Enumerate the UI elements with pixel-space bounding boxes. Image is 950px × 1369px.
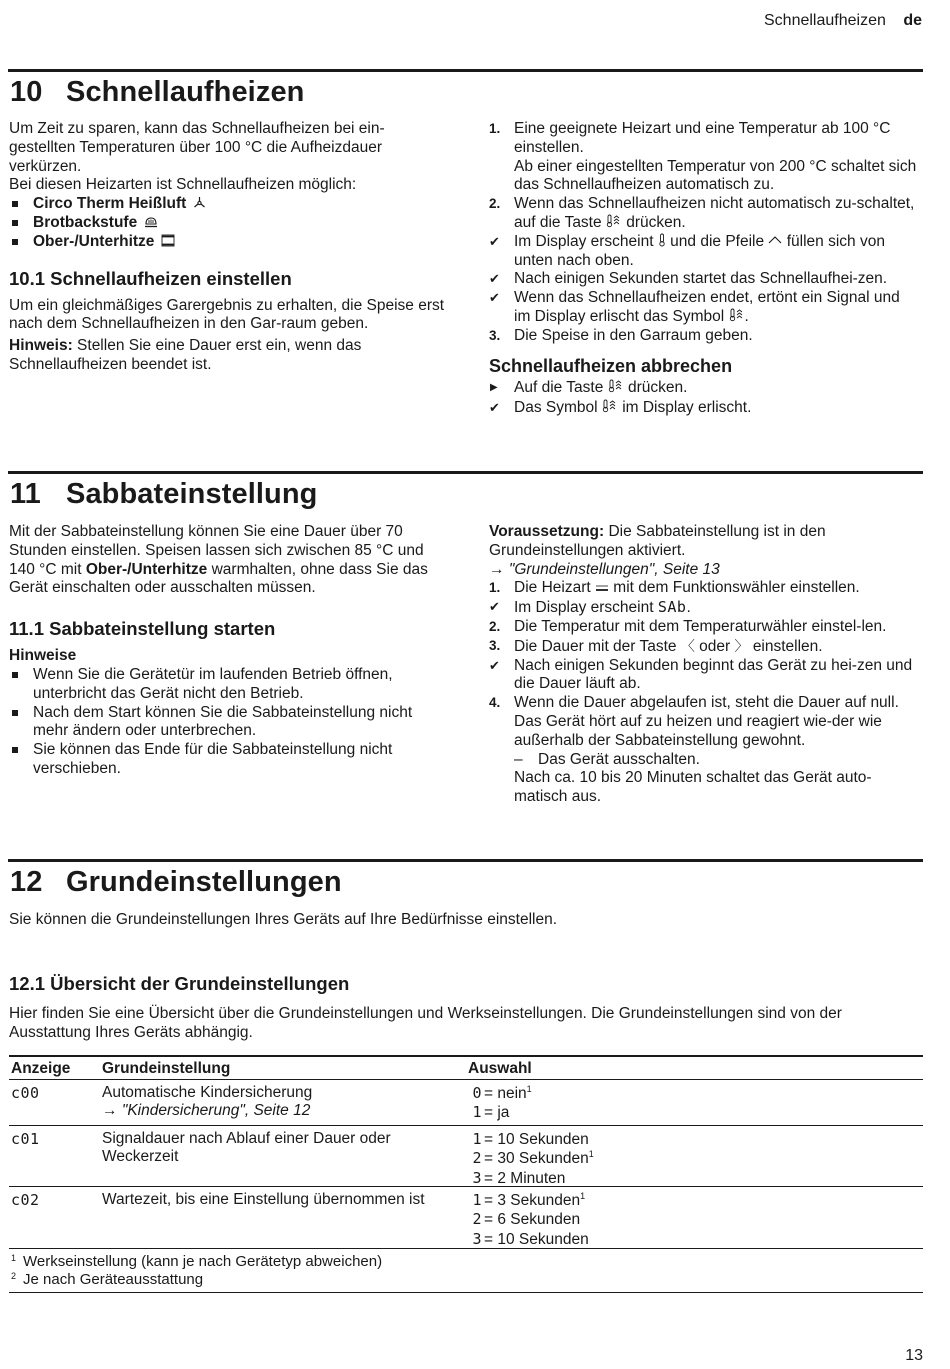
subsection-number: 10.1	[9, 267, 46, 289]
page-number: 13	[905, 1347, 923, 1364]
step-item	[489, 637, 919, 657]
chevron-left-icon: 〈	[680, 637, 695, 654]
setting-cell	[102, 1084, 452, 1122]
result-item	[489, 270, 919, 289]
subsection-number: 12.1	[9, 973, 46, 994]
step-text: Nach einigen Sekunden beginnt das Gerät zu hei-zen und die Dauer läuft ab.	[514, 656, 913, 693]
footnote-text: Werkseinstellung (kann je nach Gerätetyp abweichen)	[23, 1252, 383, 1270]
header-cell-selection: Auswahl	[468, 1059, 532, 1077]
sec11-right-column	[489, 523, 919, 807]
sec11-left-column	[9, 523, 449, 779]
step-number: 2.	[489, 196, 501, 212]
prereq-text: Die Sabbateinstellung ist in den Grundeinstellungen aktiviert.	[489, 523, 826, 559]
intro-bold: Ober-/Unterhitze	[85, 560, 208, 578]
footnote	[9, 1253, 923, 1271]
selection-option	[468, 1230, 589, 1250]
table-footnotes	[9, 1248, 923, 1293]
section-heading	[10, 75, 305, 109]
sub-step-text: Das Gerät ausschalten.	[538, 750, 700, 768]
step-text: Ab einer eingestellten Temperatur von 200 °C schaltet sich das Schnellaufheizen automatisch zu.	[514, 157, 917, 194]
subsection-heading	[9, 973, 349, 995]
paragraph	[9, 523, 449, 598]
rapid-heat-key-icon	[608, 379, 624, 393]
list-item	[9, 195, 449, 214]
result-item	[489, 289, 919, 327]
display-code: SAb	[657, 598, 687, 617]
display-code: c02	[11, 1190, 40, 1209]
option-text: = 2 Minuten	[484, 1170, 566, 1188]
step-text: Die Temperatur mit dem Temperaturwähler einstel-len.	[514, 617, 887, 635]
footnote-mark: 1	[526, 1083, 532, 1094]
setting-text: Wartezeit, bis eine Einstellung übernommen ist	[102, 1190, 425, 1208]
display-code: c00	[11, 1083, 40, 1102]
subsection-heading	[9, 268, 449, 290]
step-text: Wenn die Dauer abgelaufen ist, steht die Dauer auf null. Das Gerät hört auf zu heizen und reagiert wie-der wie außerhalb der Sabbateinstellung gewohnt.	[514, 694, 899, 749]
step-text: Nach ca. 10 bis 20 Minuten schaltet das Gerät auto-matisch aus.	[514, 769, 872, 806]
option-key: 2	[472, 1149, 482, 1168]
cross-reference[interactable]	[489, 561, 919, 580]
abort-heading: Schnellaufheizen abbrechen	[489, 355, 733, 376]
header-cell-display: Anzeige	[11, 1059, 71, 1077]
table-body	[9, 1080, 923, 1248]
selection-option	[468, 1084, 532, 1104]
cross-reference[interactable]	[102, 1102, 452, 1121]
table-row	[9, 1125, 923, 1186]
section-heading	[10, 865, 342, 899]
step-text: .	[686, 599, 691, 617]
list-item: Sie können das Ende für die Sabbateinstellung nicht verschieben.	[9, 741, 449, 779]
selection-cell	[468, 1130, 594, 1189]
reference-link[interactable]: "Kindersicherung", Seite 12	[121, 1102, 311, 1120]
section-rule	[8, 859, 923, 862]
selection-cell	[468, 1191, 589, 1250]
section-title: Grundeinstellungen	[66, 866, 342, 898]
subsection-heading	[9, 618, 449, 640]
footnote-mark: 1	[580, 1190, 586, 1201]
rapid-heat-symbol-icon	[729, 308, 745, 322]
option-text: = 6 Sekunden	[484, 1211, 581, 1229]
option-key: 3	[472, 1230, 482, 1249]
result-item	[489, 598, 919, 618]
header-cell-setting: Grundeinstellung	[102, 1059, 231, 1077]
step-item	[489, 694, 919, 807]
top-bottom-heat-icon	[595, 582, 609, 592]
paragraph: Sie können die Grundeinstellungen Ihres Geräts auf Ihre Bedürfnisse einstellen.	[9, 911, 558, 928]
section-rule	[8, 471, 923, 474]
step-text: einstellen.	[752, 637, 823, 655]
step-text: drücken.	[627, 378, 688, 396]
step-text: Eine geeignete Heizart und eine Temperatur ab 100 °C einstellen.	[514, 120, 891, 156]
setting-cell	[102, 1130, 452, 1168]
language-code: de	[903, 12, 922, 29]
result-item	[489, 399, 919, 418]
section-rule	[8, 69, 923, 72]
rapid-heat-symbol-icon	[602, 399, 618, 413]
dash-icon: –	[514, 750, 523, 768]
option-text: = 3 Sekunden	[484, 1191, 581, 1209]
step-number: 3.	[489, 637, 501, 653]
step-text: Das Symbol	[514, 399, 598, 417]
sec10-right-column	[489, 120, 919, 418]
prereq-label: Voraussetzung:	[489, 523, 605, 540]
section-heading	[10, 477, 317, 511]
sub-step	[514, 751, 919, 770]
setting-text: Automatische Kindersicherung	[102, 1083, 313, 1101]
paragraph: Um ein gleichmäßiges Garergebnis zu erhalten, die Speise erst nach dem Schnellaufheizen in den Gar-raum geben.	[9, 296, 445, 333]
intro-text: Mit der Sabbateinstellung können Sie eine Dauer über 70 Stunden einstellen. Speisen lassen sich zwischen 85 °C und 140 °C mit	[9, 523, 424, 578]
intro-text: warmhalten, ohne dass Sie das Gerät einschalten oder ausschalten müssen.	[9, 560, 428, 597]
table-row	[9, 1186, 923, 1248]
table-row	[9, 1080, 923, 1125]
footnote-text: Je nach Geräteausstattung	[23, 1270, 204, 1288]
subsection-title: Sabbateinstellung starten	[49, 618, 276, 640]
bread-baking-icon	[144, 215, 158, 228]
footnote-mark: 1	[588, 1149, 594, 1160]
reference-arrow-icon: →	[102, 1102, 122, 1120]
subsection-number: 11.1	[9, 618, 44, 640]
option-key: 0	[472, 1083, 482, 1102]
note-label: Hinweis:	[9, 337, 73, 355]
option-key: 3	[472, 1169, 482, 1188]
selection-option	[468, 1210, 589, 1230]
selection-option	[468, 1103, 532, 1123]
note-paragraph	[9, 337, 449, 375]
list-item	[9, 214, 449, 233]
step-number: 1.	[489, 121, 501, 136]
running-title: Schnellaufheizen	[764, 12, 886, 29]
step-text: im Display erlischt.	[622, 399, 752, 417]
selection-cell	[468, 1084, 532, 1124]
result-item	[489, 233, 919, 271]
check-icon: ✔	[489, 400, 500, 416]
subsection-title: Schnellaufheizen einstellen	[50, 267, 292, 289]
prerequisite	[489, 523, 919, 561]
table-header-row	[9, 1057, 923, 1080]
settings-table	[9, 1055, 923, 1293]
footnote-mark: 1	[11, 1252, 17, 1263]
step-text: Auf die Taste	[514, 378, 604, 396]
section-number: 12	[10, 866, 43, 898]
setting-cell	[102, 1191, 452, 1210]
reference-arrow-icon: →	[489, 560, 505, 578]
top-bottom-heat-icon	[161, 234, 175, 247]
reference-link[interactable]: "Grundeinstellungen", Seite 13	[508, 560, 720, 578]
step-item	[489, 120, 919, 195]
option-text: = 10 Sekunden	[484, 1130, 589, 1148]
check-icon: ✔	[489, 233, 500, 249]
mode-label: Brotbackstufe	[33, 213, 138, 231]
chevron-right-icon: 〉	[734, 637, 749, 654]
setting-text: Signaldauer nach Ablauf einer Dauer oder Weckerzeit	[102, 1129, 391, 1166]
action-item	[489, 379, 919, 398]
mode-label: Ober-/Unterhitze	[33, 232, 155, 250]
sec10-left-column	[9, 120, 449, 375]
check-icon: ✔	[489, 657, 500, 673]
option-text: = 30 Sekunden	[484, 1150, 589, 1168]
option-text: = 10 Sekunden	[484, 1231, 589, 1249]
step-text: Wenn das Schnellaufheizen endet, ertönt ein Signal und im Display erlischt das Symbol	[514, 289, 900, 325]
paragraph: Bei diesen Heizarten ist Schnellaufheizen möglich:	[9, 176, 357, 194]
check-icon: ✔	[489, 290, 500, 306]
step-text: Wenn das Schnellaufheizen nicht automatisch zu-schaltet, auf die Taste	[514, 195, 915, 231]
step-text: füllen sich von unten nach oben.	[514, 232, 885, 269]
section-number: 10	[10, 76, 43, 108]
section-title: Sabbateinstellung	[66, 478, 318, 510]
arrow-up-icon	[768, 235, 782, 245]
step-text: mit dem Funktionswähler einstellen.	[613, 579, 860, 597]
option-key: 2	[472, 1210, 482, 1229]
paragraph: Um Zeit zu sparen, kann das Schnellaufheizen bei ein-gestellten Temperaturen über 100 °C die Aufheizdauer verkürzen.	[9, 120, 385, 175]
thermometer-icon	[658, 233, 666, 247]
running-header	[764, 11, 922, 31]
result-item	[489, 657, 919, 695]
step-item	[489, 579, 919, 598]
step-text: Im Display erscheint	[514, 232, 654, 250]
step-text: Im Display erscheint	[514, 599, 654, 617]
section-title: Schnellaufheizen	[66, 76, 305, 108]
step-text: Die Heizart	[514, 579, 591, 597]
step-number: 4.	[489, 695, 501, 711]
check-icon: ✔	[489, 271, 500, 287]
mode-label: Circo Therm Heißluft	[33, 195, 187, 213]
list-item: Wenn Sie die Gerätetür im laufenden Betrieb öffnen, unterbricht das Gerät nicht den Betrieb.	[9, 666, 449, 704]
step-text: drücken.	[626, 213, 686, 231]
subsection-title: Übersicht der Grundeinstellungen	[50, 973, 350, 994]
step-number: 3.	[489, 327, 501, 343]
action-triangle-icon: ▶	[490, 381, 498, 393]
selection-option	[468, 1130, 594, 1150]
footnote	[9, 1271, 923, 1289]
step-number: 2.	[489, 618, 501, 634]
step-text: Nach einigen Sekunden startet das Schnellaufhei-zen.	[514, 270, 888, 288]
section-number: 11	[10, 478, 41, 510]
step-number: 1.	[489, 580, 501, 596]
note-text: Stellen Sie eine Dauer erst ein, wenn das Schnellaufheizen beendet ist.	[9, 337, 362, 373]
check-icon: ✔	[489, 599, 500, 615]
option-key: 1	[472, 1129, 482, 1148]
step-item	[489, 327, 919, 346]
step-text: und die Pfeile	[670, 232, 765, 250]
list-item: Nach dem Start können Sie die Sabbateinstellung nicht mehr ändern oder unterbrechen.	[9, 704, 449, 742]
footnote-mark: 2	[11, 1270, 17, 1281]
step-item	[489, 195, 919, 233]
paragraph: Hier finden Sie eine Übersicht über die Grundeinstellungen und Werkseinstellungen. Die Grundeinstellungen sind von der Ausstattung Ihres Geräts abhängig.	[9, 1005, 842, 1041]
step-text: Die Speise in den Garraum geben.	[514, 326, 753, 344]
option-text: = ja	[484, 1104, 510, 1122]
step-text: oder	[699, 637, 731, 655]
rapid-heat-key-icon	[606, 214, 622, 228]
option-key: 1	[472, 1190, 482, 1209]
circotherm-fan-icon	[193, 196, 206, 209]
step-item	[489, 618, 919, 637]
step-text: Die Dauer mit der Taste	[514, 637, 677, 655]
selection-option	[468, 1191, 589, 1211]
option-key: 1	[472, 1103, 482, 1122]
notes-title: Hinweise	[9, 647, 77, 665]
step-text: .	[744, 307, 749, 325]
option-text: = nein	[484, 1084, 527, 1102]
list-item	[9, 233, 449, 252]
display-code: c01	[11, 1129, 40, 1148]
selection-option	[468, 1149, 594, 1169]
